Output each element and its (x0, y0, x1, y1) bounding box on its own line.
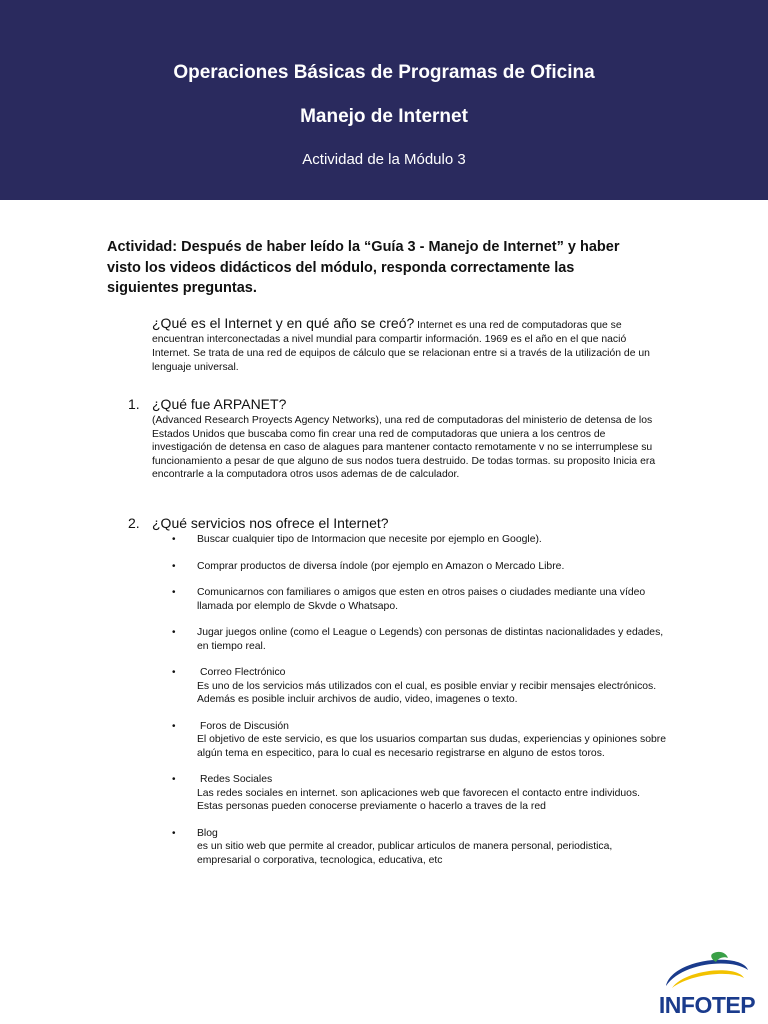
list-item (172, 533, 667, 547)
infotep-logo-text: INFOTEP (658, 992, 756, 1018)
bullet-icon: • (172, 827, 176, 839)
service-text: Jugar juegos online (como el League o Legends) con personas de distintas nacionalidades y edades, en tiempo real. (197, 627, 664, 652)
question-1-number: 1. (128, 396, 140, 412)
service-title: Correo Flectrónico (200, 667, 286, 678)
services-list (172, 533, 667, 867)
service-text: es un sitio web que permite al creador, publicar articulos de manera personal, periodistica, empresarial o corporativa, tecnologica, educativa, etc (197, 841, 613, 866)
service-text: Buscar cualquier tipo de Intormacion que necesite por ejemplo en Google). (197, 534, 542, 545)
header-banner (0, 0, 768, 200)
logo-yellow-arc (672, 970, 744, 988)
bullet-icon: • (172, 587, 176, 598)
list-item (172, 626, 667, 653)
bullet-icon: • (172, 720, 176, 732)
document-subtitle: Manejo de Internet (300, 106, 468, 127)
module-label: Actividad de la Módulo 3 (302, 151, 466, 168)
service-title: Redes Sociales (200, 774, 273, 785)
service-text: El objetivo de este servicio, es que los usuarios compartan sus dudas, experiencias y opiniones sobre algún tema en especitico, para lo cual es necesario registrarse en alguno de estos toros. (197, 734, 666, 759)
service-text: Comunicarnos con familiares o amigos que esten en otros paises o ciudades mediante una vídeo llamada por elemplo de Skvde o Whatsapo. (197, 587, 646, 612)
list-item (172, 720, 667, 761)
question-2-number: 2. (128, 515, 140, 531)
activity-instructions: Actividad: Después de haber leído la “Guía 3 - Manejo de Internet” y haber visto los videos didácticos del módulo, responda correctamente las siguientes preguntas. (107, 239, 620, 296)
intro-question-block (152, 316, 664, 375)
question-2-text: ¿Qué servicios nos ofrece el Internet? (152, 515, 389, 531)
question-2 (128, 515, 389, 531)
bullet-icon: • (172, 560, 176, 572)
list-item (172, 586, 667, 613)
document-title: Operaciones Básicas de Programas de Oficina (173, 62, 595, 83)
question-1-answer: (Advanced Research Proyects Agency Networks), una red de computadoras del ministerio de detensa de los Estados Unidos que buscaba como fin crear una red de computadoras que uniera a los centros de investigación de detensa en caso de alagues para mantener contacto remotamente v no se interrumplese su funcionamiento a pesar de que alguno de sus nodos tuera destruido. De todas tormas. su proposito Inicia era encontrarle a la computadora otros usos ademas de de calculador. (152, 415, 656, 480)
service-text: Comprar productos de diversa índole (por ejemplo en Amazon o Mercado Libre. (197, 560, 565, 572)
bullet-icon: • (172, 534, 176, 545)
list-item (172, 773, 667, 814)
list-item (172, 666, 667, 707)
bullet-icon: • (172, 774, 176, 785)
service-title: Blog (197, 827, 218, 839)
service-title: Foros de Discusión (200, 720, 289, 732)
question-1 (128, 396, 286, 412)
list-item (172, 827, 667, 868)
bullet-icon: • (172, 627, 176, 638)
intro-question: ¿Qué es el Internet y en qué año se creó? (152, 315, 415, 331)
intro-answer: Internet es una red de computadoras que se encuentran interconectadas a nivel mundial para compartir información. 1969 es el año en el que nació Internet. Se trata de una red de equipos de cálculo que se relacionan entre si a través de la utilización de un lenguaje universal. (152, 320, 650, 373)
service-text: Las redes sociales en internet. son aplicaciones web que favorecen el contacto entre individuos. Estas personas pueden conocerse previamente o hacerlo a traves de la red (197, 787, 641, 812)
question-1-text: ¿Qué fue ARPANET? (152, 396, 287, 412)
service-text: Es uno de los servicios más utilizados con el cual, es posible enviar y recibir mensajes electrónicos. Además es posible incluir archivos de audio, video, imagenes o texto. (197, 680, 657, 705)
list-item (172, 560, 667, 574)
bullet-icon: • (172, 667, 176, 678)
